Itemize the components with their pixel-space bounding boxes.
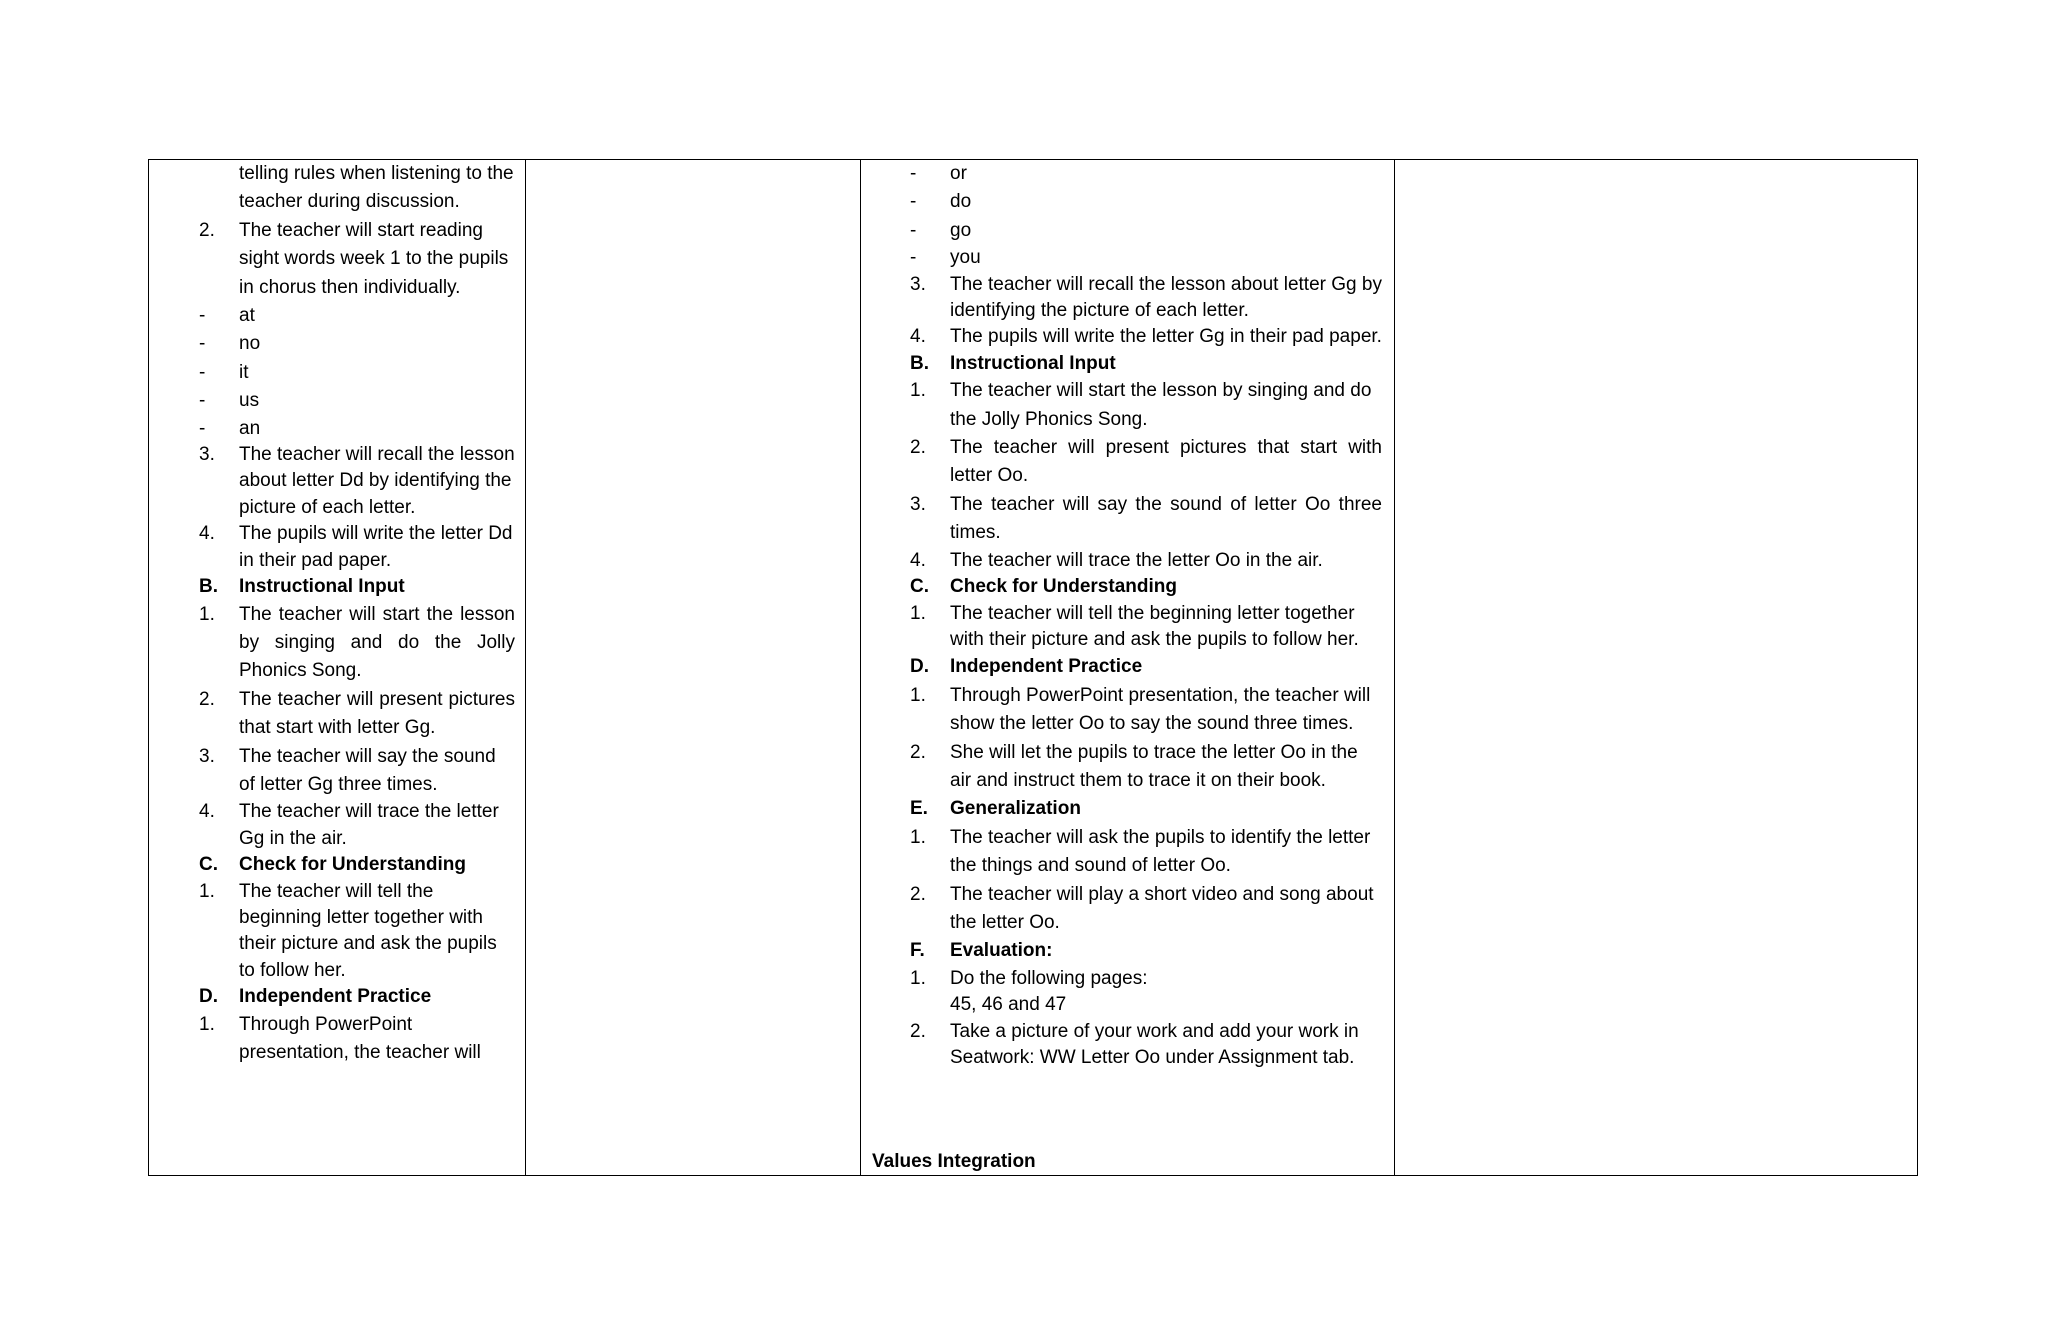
list-item <box>199 387 515 415</box>
list-item <box>199 416 515 442</box>
list-text: The teacher will start the lesson by singing and do the Jolly Phonics Song. <box>239 603 515 682</box>
list-item <box>910 324 1382 350</box>
list-item <box>199 1011 515 1068</box>
list-item <box>910 1019 1382 1072</box>
list-item <box>910 188 1382 216</box>
list-item <box>910 992 1382 1018</box>
list-marker: - <box>910 191 917 213</box>
list-text: The pupils will write the letter Dd in their pad paper. <box>239 523 513 571</box>
list-text: 45, 46 and 47 <box>950 994 1067 1016</box>
list-text: The teacher will tell the beginning letter together with their picture and ask the pupils to follow her. <box>950 602 1359 650</box>
list-text: The teacher will present pictures that start with letter Oo. <box>950 437 1382 487</box>
list-marker: - <box>199 361 206 383</box>
list-item <box>910 491 1382 548</box>
list-item <box>910 601 1382 654</box>
cell-content <box>149 160 525 1067</box>
list-marker: - <box>199 417 206 439</box>
list-marker: E. <box>910 798 928 820</box>
list-marker: 1. <box>910 380 926 402</box>
list-marker: D. <box>910 656 929 678</box>
list-marker: 1. <box>199 603 215 625</box>
list-text: The teacher will start reading sight words week 1 to the pupils in chorus then individually. <box>239 219 509 298</box>
list-text: an <box>239 417 261 439</box>
list-item <box>910 434 1382 491</box>
list-marker: F. <box>910 940 925 962</box>
section-heading <box>910 795 1382 823</box>
list-text: no <box>239 333 261 355</box>
table-column-empty-2 <box>1394 160 1917 1175</box>
list-marker: 3. <box>910 493 926 515</box>
list-text: Evaluation: <box>950 940 1053 962</box>
list-item <box>199 601 515 686</box>
list-marker: 3. <box>199 745 215 767</box>
list-text: Instructional Input <box>950 352 1116 374</box>
list-text: us <box>239 390 260 412</box>
list-text: The teacher will present pictures that start with letter Gg. <box>239 688 515 739</box>
list-item <box>199 302 515 330</box>
list-item <box>910 739 1382 796</box>
list-item <box>910 682 1382 739</box>
list-text: The teacher will recall the lesson about letter Gg by identifying the picture of each letter. <box>950 273 1382 322</box>
list-marker: B. <box>199 576 218 598</box>
list-text: Through PowerPoint presentation, the teacher will show the letter Oo to say the sound three times. <box>950 684 1371 735</box>
list-text: Check for Understanding <box>950 576 1177 598</box>
list-item <box>910 217 1382 245</box>
list-text: The teacher will recall the lesson about letter Dd by identifying the picture of each letter. <box>239 444 515 518</box>
list-marker: 1. <box>910 967 926 989</box>
section-heading <box>199 984 515 1010</box>
list-text: The teacher will trace the letter Gg in the air. <box>239 801 499 849</box>
list-marker: C. <box>199 854 218 876</box>
list-item <box>199 359 515 387</box>
list-marker: - <box>910 163 917 184</box>
list-marker: - <box>199 390 206 412</box>
list-marker: 4. <box>910 326 926 348</box>
list-text: Instructional Input <box>239 576 405 598</box>
list-item <box>910 377 1382 434</box>
list-marker: 2. <box>199 219 215 241</box>
list-text: Generalization <box>950 798 1081 820</box>
list-text: Take a picture of your work and add your work in Seatwork: WW Letter Oo under Assignment tab. <box>950 1020 1359 1068</box>
list-item <box>910 245 1382 271</box>
cell-content <box>861 160 1394 1071</box>
section-heading <box>910 653 1382 681</box>
list-text: The teacher will ask the pupils to identify the letter the things and sound of letter Oo. <box>950 826 1371 877</box>
list-text: The teacher will play a short video and song about the letter Oo. <box>950 883 1374 933</box>
list-item <box>199 217 515 302</box>
list-text: Through PowerPoint presentation, the teacher will <box>239 1013 481 1063</box>
table-column-procedure-2 <box>860 160 1394 1175</box>
list-text: Independent Practice <box>239 986 432 1008</box>
list-marker: 2. <box>199 688 215 710</box>
list-item <box>910 966 1382 992</box>
list-item <box>199 743 515 800</box>
list-text: Do the following pages: <box>950 967 1148 989</box>
list-marker: 1. <box>199 1013 215 1035</box>
list-marker: - <box>910 247 917 269</box>
list-text: you <box>950 247 981 269</box>
list-item <box>910 160 1382 188</box>
list-item <box>199 160 515 217</box>
table-column-procedure-1 <box>149 160 525 1175</box>
list-text: She will let the pupils to trace the letter Oo in the air and instruct them to trace it on their book. <box>950 741 1358 791</box>
list-marker: 3. <box>910 273 926 295</box>
list-item <box>199 330 515 358</box>
list-text: telling rules when listening to the teacher during discussion. <box>239 163 514 213</box>
section-heading <box>199 574 515 600</box>
list-text: at <box>239 305 255 327</box>
section-heading <box>199 852 515 878</box>
list-marker: 1. <box>199 880 215 902</box>
table-column-empty-1 <box>525 160 860 1175</box>
list-item <box>910 272 1382 325</box>
list-marker: - <box>199 333 206 355</box>
list-marker: 2. <box>910 883 926 905</box>
section-heading <box>910 574 1382 600</box>
list-marker: 3. <box>199 444 215 466</box>
list-text: The teacher will say the sound of letter Gg three times. <box>239 745 496 795</box>
section-heading <box>910 937 1382 965</box>
list-marker: - <box>199 305 206 327</box>
values-integration-heading: Values Integration <box>872 1151 1036 1172</box>
list-item <box>910 548 1382 574</box>
list-item <box>199 879 515 985</box>
lesson-plan-table <box>148 159 1918 1176</box>
list-text: or <box>950 163 967 184</box>
list-marker: 4. <box>199 801 215 823</box>
list-item <box>199 799 515 852</box>
list-text: Independent Practice <box>950 656 1143 678</box>
list-item <box>199 442 515 521</box>
section-heading <box>910 351 1382 377</box>
list-text: The teacher will say the sound of letter Oo three times. <box>950 493 1382 544</box>
list-text: The teacher will start the lesson by singing and do the Jolly Phonics Song. <box>950 380 1372 430</box>
list-marker: 2. <box>910 1020 926 1042</box>
list-marker: 1. <box>910 602 926 624</box>
list-text: do <box>950 191 972 213</box>
list-text: Check for Understanding <box>239 854 466 876</box>
list-item <box>910 881 1382 938</box>
list-marker: 1. <box>910 684 926 706</box>
list-text: The pupils will write the letter Gg in their pad paper. <box>950 326 1382 348</box>
list-marker: C. <box>910 576 929 598</box>
list-marker: 1. <box>910 826 926 848</box>
list-item <box>910 824 1382 881</box>
list-text: go <box>950 219 972 241</box>
list-marker: - <box>910 219 917 241</box>
list-item <box>199 686 515 743</box>
list-marker: B. <box>910 352 929 374</box>
list-marker: 4. <box>199 523 215 545</box>
list-marker: 2. <box>910 437 926 459</box>
list-text: it <box>239 361 249 383</box>
list-marker: 2. <box>910 741 926 763</box>
list-marker: D. <box>199 986 218 1008</box>
list-text: The teacher will tell the beginning letter together with their picture and ask the pupils to follow her. <box>239 880 497 981</box>
list-marker: 4. <box>910 549 926 571</box>
list-text: The teacher will trace the letter Oo in the air. <box>950 549 1323 571</box>
list-item <box>199 521 515 574</box>
